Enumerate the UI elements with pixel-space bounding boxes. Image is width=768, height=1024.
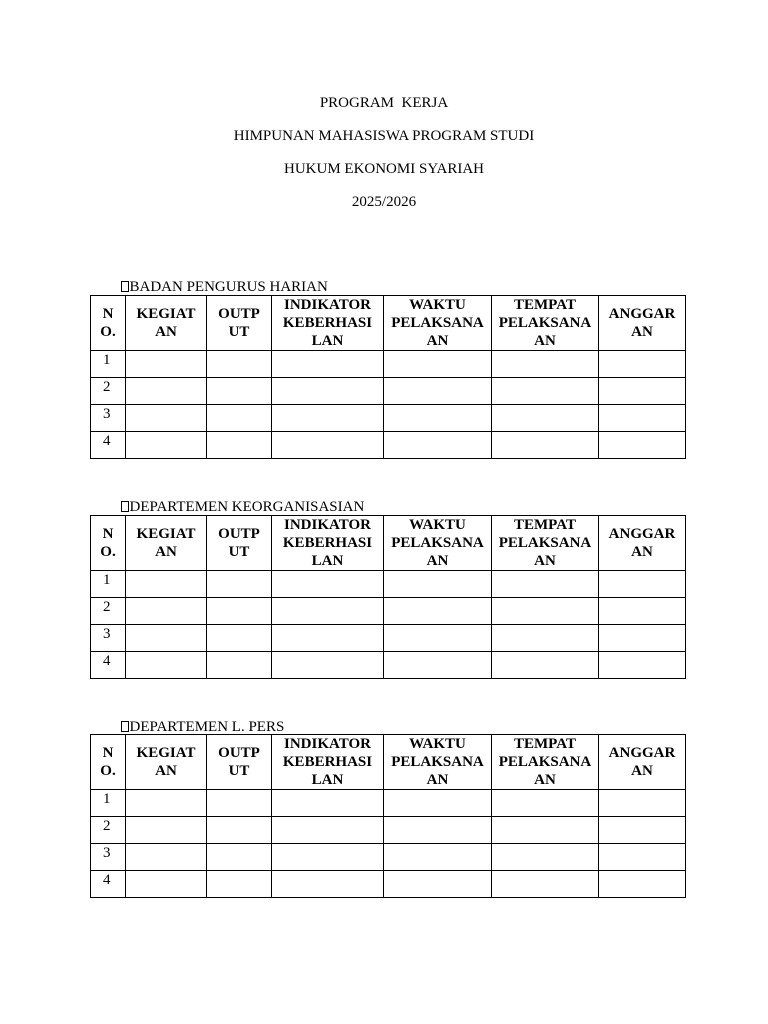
empty-cell xyxy=(492,652,599,679)
empty-cell xyxy=(126,598,207,625)
empty-cell xyxy=(207,571,272,598)
table-row xyxy=(91,817,686,844)
section-title-bph xyxy=(113,260,328,296)
empty-cell xyxy=(207,844,272,871)
table-header-row xyxy=(91,735,686,790)
row-number: 1 xyxy=(91,790,126,817)
document-title: PROGRAM KERJA xyxy=(319,95,449,111)
empty-cell xyxy=(492,871,599,898)
empty-cell xyxy=(599,844,686,871)
row-number: 2 xyxy=(91,817,126,844)
column-header-anggaran: ANGGAR AN xyxy=(599,296,686,351)
empty-cell xyxy=(126,625,207,652)
work-program-table-pers xyxy=(90,734,686,898)
table-row xyxy=(91,571,686,598)
column-header-output: OUTP UT xyxy=(207,735,272,790)
row-number: 1 xyxy=(91,351,126,378)
table-row xyxy=(91,844,686,871)
table-row xyxy=(91,790,686,817)
empty-cell xyxy=(207,598,272,625)
column-header-anggaran: ANGGAR AN xyxy=(599,516,686,571)
empty-cell xyxy=(126,351,207,378)
empty-cell xyxy=(599,571,686,598)
table-row xyxy=(91,351,686,378)
column-header-kegiatan: KEGIAT AN xyxy=(126,735,207,790)
empty-cell xyxy=(126,871,207,898)
table-row xyxy=(91,432,686,459)
section-title-label: DEPARTEMEN KEORGANISASIAN xyxy=(129,499,365,515)
empty-cell xyxy=(207,625,272,652)
study-program: HUKUM EKONOMI SYARIAH xyxy=(283,161,484,177)
empty-cell xyxy=(272,571,384,598)
empty-cell xyxy=(384,871,492,898)
empty-cell xyxy=(599,625,686,652)
empty-cell xyxy=(599,598,686,625)
empty-cell xyxy=(207,351,272,378)
organization-name: HIMPUNAN MAHASISWA PROGRAM STUDI xyxy=(233,128,535,144)
column-header-waktu: WAKTU PELAKSANA AN xyxy=(384,296,492,351)
column-header-kegiatan: KEGIAT AN xyxy=(126,516,207,571)
empty-cell xyxy=(272,871,384,898)
row-number: 3 xyxy=(91,625,126,652)
empty-cell xyxy=(384,817,492,844)
empty-cell xyxy=(126,652,207,679)
empty-cell xyxy=(599,871,686,898)
empty-cell xyxy=(126,405,207,432)
column-header-tempat: TEMPAT PELAKSANA AN xyxy=(492,296,599,351)
empty-cell xyxy=(126,378,207,405)
empty-cell xyxy=(492,571,599,598)
empty-cell xyxy=(492,790,599,817)
table-header-row xyxy=(91,516,686,571)
empty-cell xyxy=(599,817,686,844)
column-header-anggaran: ANGGAR AN xyxy=(599,735,686,790)
table-row xyxy=(91,598,686,625)
empty-cell xyxy=(384,790,492,817)
checkbox-bullet-icon xyxy=(121,501,129,512)
empty-cell xyxy=(384,378,492,405)
column-header-indikator: INDIKATOR KEBERHASI LAN xyxy=(272,735,384,790)
column-header-no: N O. xyxy=(91,735,126,790)
checkbox-bullet-icon xyxy=(121,721,129,732)
empty-cell xyxy=(384,571,492,598)
empty-cell xyxy=(599,790,686,817)
empty-cell xyxy=(599,351,686,378)
empty-cell xyxy=(599,405,686,432)
row-number: 4 xyxy=(91,432,126,459)
empty-cell xyxy=(207,378,272,405)
empty-cell xyxy=(272,625,384,652)
row-number: 4 xyxy=(91,652,126,679)
row-number: 2 xyxy=(91,378,126,405)
empty-cell xyxy=(272,351,384,378)
empty-cell xyxy=(272,405,384,432)
table-header-row xyxy=(91,296,686,351)
column-header-tempat: TEMPAT PELAKSANA AN xyxy=(492,735,599,790)
empty-cell xyxy=(599,652,686,679)
empty-cell xyxy=(492,844,599,871)
empty-cell xyxy=(492,598,599,625)
empty-cell xyxy=(126,844,207,871)
row-number: 1 xyxy=(91,571,126,598)
empty-cell xyxy=(492,817,599,844)
empty-cell xyxy=(207,432,272,459)
empty-cell xyxy=(492,625,599,652)
empty-cell xyxy=(492,405,599,432)
row-number: 4 xyxy=(91,871,126,898)
table-row xyxy=(91,378,686,405)
empty-cell xyxy=(126,571,207,598)
empty-cell xyxy=(207,790,272,817)
empty-cell xyxy=(599,432,686,459)
empty-cell xyxy=(492,351,599,378)
column-header-tempat: TEMPAT PELAKSANA AN xyxy=(492,516,599,571)
column-header-waktu: WAKTU PELAKSANA AN xyxy=(384,516,492,571)
empty-cell xyxy=(384,652,492,679)
empty-cell xyxy=(384,625,492,652)
empty-cell xyxy=(599,378,686,405)
empty-cell xyxy=(207,871,272,898)
row-number: 2 xyxy=(91,598,126,625)
empty-cell xyxy=(272,378,384,405)
empty-cell xyxy=(384,598,492,625)
empty-cell xyxy=(384,844,492,871)
period-year: 2025/2026 xyxy=(351,194,417,210)
empty-cell xyxy=(272,598,384,625)
empty-cell xyxy=(384,351,492,378)
section-title-label: BADAN PENGURUS HARIAN xyxy=(129,279,328,295)
column-header-output: OUTP UT xyxy=(207,516,272,571)
section-title-keorganisasian xyxy=(113,480,364,516)
table-row xyxy=(91,652,686,679)
column-header-no: N O. xyxy=(91,296,126,351)
checkbox-bullet-icon xyxy=(121,281,129,292)
empty-cell xyxy=(207,652,272,679)
empty-cell xyxy=(207,405,272,432)
table-row xyxy=(91,625,686,652)
column-header-kegiatan: KEGIAT AN xyxy=(126,296,207,351)
column-header-waktu: WAKTU PELAKSANA AN xyxy=(384,735,492,790)
work-program-table-keorganisasian xyxy=(90,515,686,679)
column-header-indikator: INDIKATOR KEBERHASI LAN xyxy=(272,516,384,571)
section-title-label: DEPARTEMEN L. PERS xyxy=(129,719,285,735)
empty-cell xyxy=(272,790,384,817)
empty-cell xyxy=(272,432,384,459)
empty-cell xyxy=(126,817,207,844)
empty-cell xyxy=(207,817,272,844)
row-number: 3 xyxy=(91,405,126,432)
table-row xyxy=(91,871,686,898)
column-header-output: OUTP UT xyxy=(207,296,272,351)
empty-cell xyxy=(384,405,492,432)
empty-cell xyxy=(126,432,207,459)
work-program-table-bph xyxy=(90,295,686,459)
empty-cell xyxy=(384,432,492,459)
empty-cell xyxy=(492,432,599,459)
empty-cell xyxy=(492,378,599,405)
column-header-no: N O. xyxy=(91,516,126,571)
table-row xyxy=(91,405,686,432)
column-header-indikator: INDIKATOR KEBERHASI LAN xyxy=(272,296,384,351)
section-title-pers xyxy=(113,700,284,736)
empty-cell xyxy=(126,790,207,817)
empty-cell xyxy=(272,817,384,844)
empty-cell xyxy=(272,844,384,871)
empty-cell xyxy=(272,652,384,679)
row-number: 3 xyxy=(91,844,126,871)
